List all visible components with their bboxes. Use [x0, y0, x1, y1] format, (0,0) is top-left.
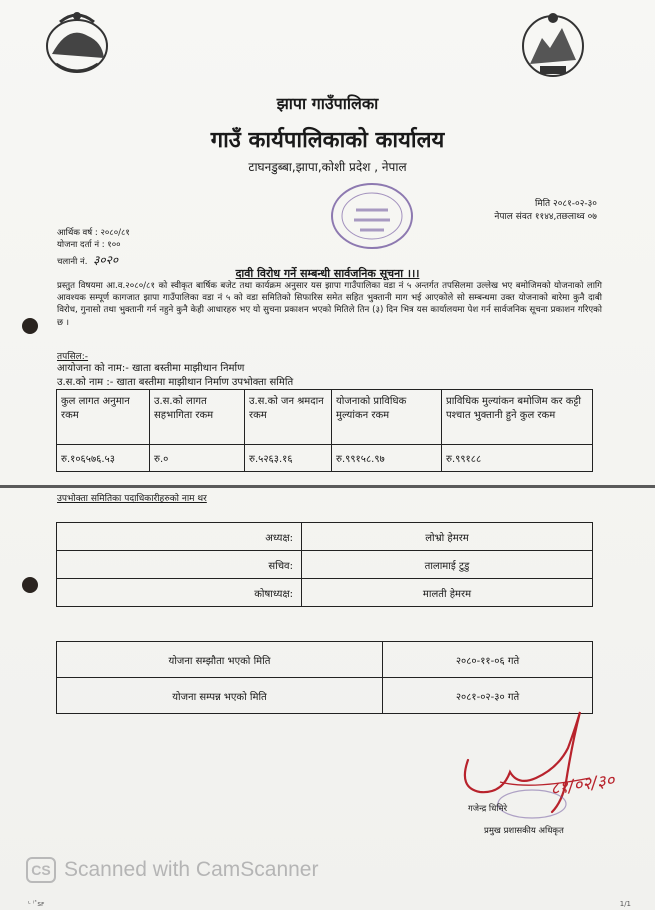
camscanner-logo-icon: CS	[26, 857, 56, 883]
official-name: मालती हेमरम	[302, 579, 593, 607]
agreement-label: योजना सम्झौता भएको मिति	[57, 642, 383, 678]
page-number: 1/1	[619, 900, 631, 908]
cost-header-cell: उ.स.को लागत सहभागिता रकम	[150, 390, 245, 445]
cost-header-cell: कुल लागत अनुमान रकम	[57, 390, 150, 445]
cost-value-cell: रु.९९१८८	[442, 445, 593, 472]
agreement-row	[57, 642, 593, 678]
officials-row	[57, 523, 593, 551]
cost-value-cell: रु.०	[150, 445, 245, 472]
officials-table	[56, 522, 593, 607]
office-seal-stamp	[326, 180, 418, 252]
cost-header-cell: उ.स.को जन श्रमदान रकम	[245, 390, 332, 445]
cost-table	[56, 389, 593, 472]
official-name: तालामाई टुडु	[302, 551, 593, 579]
punch-hole-bottom	[22, 577, 38, 593]
cost-table-header-row	[57, 390, 593, 445]
cost-value-cell: रु.९९१५८.९७	[332, 445, 442, 472]
fiscal-year: आर्थिक वर्ष : २०८०/८१	[57, 228, 130, 238]
signatory-title: प्रमुख प्रशासकीय अधिकृत	[484, 826, 564, 836]
dispatch-no-value: ३०२०	[93, 253, 119, 267]
nepal-emblem-icon	[38, 6, 116, 78]
official-name: लोभ्रो हेमरम	[302, 523, 593, 551]
scan-fold-divider	[0, 485, 655, 488]
municipality-logo-icon	[518, 8, 588, 82]
handwritten-date: ८१/०२/३०	[549, 770, 616, 800]
notice-title: दावी विरोध गर्ने सम्बन्धी सार्वजनिक सूचना ।।।	[235, 267, 420, 280]
officials-row	[57, 579, 593, 607]
plan-registration-no: योजना दर्ता नं : १००	[57, 240, 121, 250]
agreement-value: २०८०-११-०६ गते	[383, 642, 593, 678]
agreement-value: २०८१-०२-३० गते	[383, 678, 593, 714]
official-role: कोषाध्यक्ष:	[57, 579, 302, 607]
cost-value-cell: रु.५२६३.१६	[245, 445, 332, 472]
cost-table-value-row	[57, 445, 593, 472]
office-name: गाउँ कार्यपालिकाको कार्यालय	[210, 128, 445, 153]
nepal-sambat-date: नेपाल संवत ११४४,तछलाथ्व ०७	[494, 212, 597, 222]
dispatch-no-label: चलानी नं.	[57, 257, 88, 267]
camscanner-watermark: Scanned with CamScanner	[64, 858, 319, 881]
officials-caption: उपभोक्ता समितिका पदाधिकारीहरुको नाम थर	[57, 494, 207, 504]
cost-value-cell: रु.१०६५७६.५३	[57, 445, 150, 472]
office-address: टाघनडुब्बा,झापा,कोशी प्रदेश , नेपाल	[248, 160, 407, 174]
punch-hole-top	[22, 318, 38, 334]
committee-name: उ.स.को नाम :- खाता बस्तीमा माझीथान निर्माण उपभोक्ता समिति	[57, 377, 294, 388]
official-role: अध्यक्ष:	[57, 523, 302, 551]
officials-row	[57, 551, 593, 579]
cost-header-cell: योजनाको प्राविधिक मुल्यांकन रकम	[332, 390, 442, 445]
notice-body: प्रस्तुत विषयमा आ.व.२०८०/८१ को स्वीकृत बार्षिक बजेट तथा कार्यक्रम अनुसार यस झापा गाउँपालिका वडा नं ५ अन्तर्गत तपसिलमा उल्लेख भए बमोजिमको योजनाको लागि आवश्यक सम्पूर्ण कागजात झापा गाउँपालिका वडा नं ५ को वडा समितिको सिफारिस समेत सहित भुक्तानी माग भई आएकोले सो सम्बन्धमा उक्त योजनाको बारेमा कुनै दाबी विरोध, गुनासो तथा भुक्तानी गर्न नहुने कुनै केही आधारहरु भए यो सुचना प्रकाशन भएको मितिले तिन (३) दिन भित्र यस कार्यालयमा पेश गर्न सार्वजनिक सूचना प्रकाशन गरिएको छ ।	[57, 281, 602, 328]
tapasil-heading: तपसिल:-	[57, 352, 89, 362]
official-role: सचिव:	[57, 551, 302, 579]
municipality-name: झापा गाउँपालिका	[276, 94, 379, 113]
footer-left-note: ᴸ ˡ˟ꜱꜰ	[28, 900, 45, 908]
agreement-table	[56, 641, 593, 714]
agreement-label: योजना सम्पन्न भएको मिति	[57, 678, 383, 714]
signatory-name: गजेन्द्र धिमिरे	[468, 804, 508, 814]
document-date: मिति २०८१-०२-३०	[535, 199, 597, 209]
cost-header-cell: प्राविधिक मुल्यांकन बमोजिम कर कट्टी पश्चात भुक्तानी हुने कुल रकम	[442, 390, 593, 445]
project-name: आयोजना को नाम:- खाता बस्तीमा माझीथान निर्माण	[57, 363, 245, 374]
